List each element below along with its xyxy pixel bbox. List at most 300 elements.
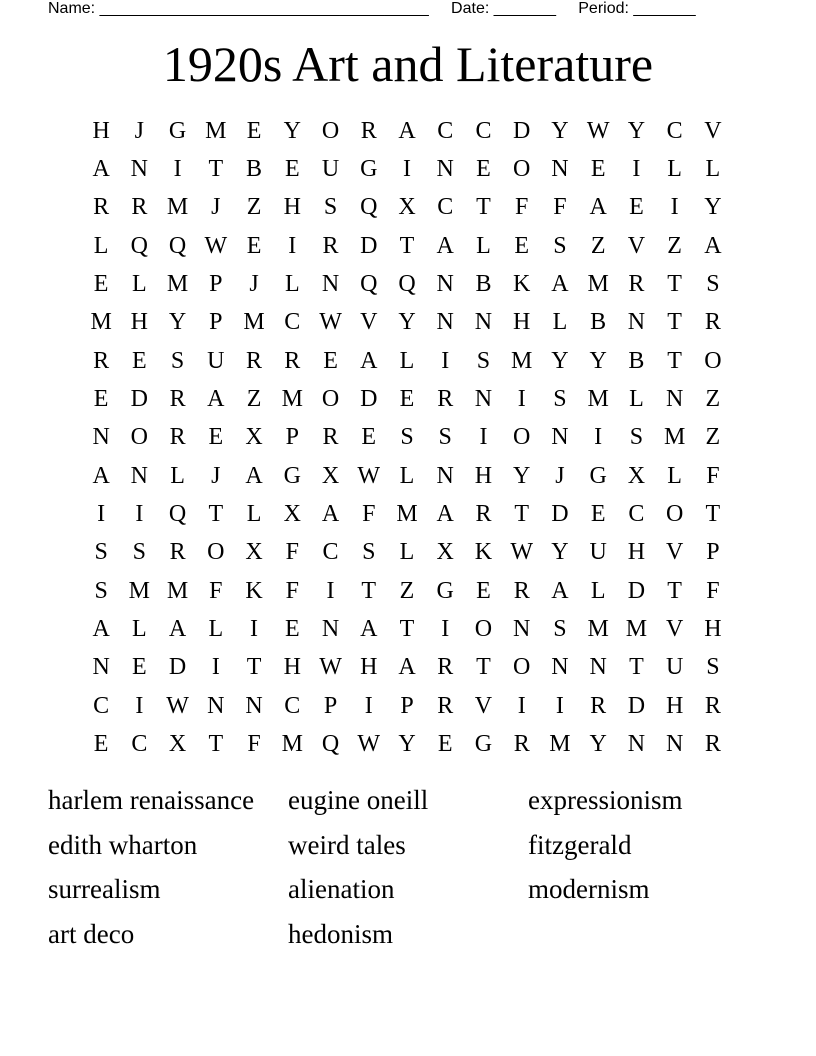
grid-letter: L	[246, 501, 262, 528]
grid-letter: R	[93, 347, 110, 374]
grid-letter: E	[93, 271, 109, 298]
grid-letter: L	[590, 577, 606, 604]
grid-letter: L	[93, 232, 109, 259]
grid-letter: A	[398, 654, 416, 681]
grid-letter: P	[209, 271, 223, 298]
grid-letter: R	[704, 692, 721, 719]
grid-letter: M	[166, 271, 189, 298]
grid-letter: F	[285, 539, 299, 566]
grid-letter: B	[590, 309, 607, 336]
grid-letter: S	[170, 347, 185, 374]
grid-letter: R	[475, 501, 492, 528]
grid-letter: E	[590, 156, 606, 183]
grid-letter: P	[323, 692, 338, 719]
grid-letter: I	[402, 156, 411, 183]
grid-letter: T	[399, 616, 415, 643]
grid-letter: L	[705, 156, 721, 183]
grid-letter: D	[627, 692, 646, 719]
grid-letter: I	[632, 156, 641, 183]
grid-letter: R	[513, 731, 530, 758]
page-title: 1920s Art and Literature	[162, 36, 654, 92]
grid-letter: N	[245, 692, 263, 719]
grid-letter: M	[625, 616, 648, 643]
grid-letter: M	[243, 309, 265, 336]
grid-letter: E	[514, 232, 530, 259]
grid-letter: A	[321, 501, 340, 528]
grid-letter: N	[665, 386, 684, 413]
grid-letter: M	[587, 616, 609, 643]
grid-letter: E	[476, 156, 491, 183]
grid-letter: G	[474, 731, 493, 758]
grid-letter: N	[321, 271, 340, 298]
grid-letter: I	[173, 156, 182, 183]
grid-letter: O	[321, 117, 340, 144]
grid-letter: S	[94, 577, 108, 604]
grid-letter: R	[322, 424, 339, 451]
grid-letter: E	[208, 424, 224, 451]
grid-letter: G	[436, 577, 454, 604]
grid-letter: A	[551, 577, 569, 604]
grid-letter: O	[513, 654, 531, 681]
word-bank-item: alienation	[288, 874, 395, 905]
grid-letter: I	[135, 692, 144, 719]
grid-letter: G	[168, 117, 187, 144]
grid-letter: U	[589, 539, 607, 566]
grid-letter: S	[438, 424, 452, 451]
grid-letter: X	[168, 731, 187, 758]
grid-letter: O	[704, 347, 722, 374]
grid-letter: J	[555, 462, 565, 489]
grid-letter: D	[360, 232, 378, 259]
grid-letter: Y	[589, 347, 607, 374]
word-bank-item: eugine oneill	[288, 785, 429, 815]
grid-letter: F	[706, 462, 720, 489]
grid-letter: W	[357, 462, 381, 489]
word-bank	[48, 778, 768, 957]
grid-letter: P	[285, 424, 299, 451]
grid-letter: I	[441, 347, 450, 374]
grid-letter: D	[513, 117, 531, 144]
grid-letter: Q	[360, 194, 378, 221]
grid-letter: W	[204, 232, 228, 259]
grid-letter: L	[667, 156, 682, 183]
grid-letter: H	[283, 194, 301, 221]
grid-letter: C	[131, 731, 148, 758]
grid-letter: E	[132, 347, 147, 374]
grid-letter: T	[705, 501, 721, 528]
grid-letter: G	[589, 462, 607, 489]
word-bank-item: weird tales	[288, 829, 406, 860]
grid-letter: Y	[627, 117, 646, 144]
grid-letter: A	[398, 117, 416, 144]
grid-letter: E	[246, 232, 262, 259]
grid-letter: C	[284, 309, 301, 336]
grid-letter: Y	[398, 731, 416, 758]
grid-letter: I	[594, 424, 603, 451]
grid-letter: X	[627, 462, 646, 489]
grid-letter: Z	[667, 232, 682, 259]
grid-letter: F	[247, 731, 261, 758]
grid-letter: Z	[590, 232, 606, 259]
grid-letter: I	[479, 424, 488, 451]
letter-grid	[82, 112, 732, 764]
grid-letter: N	[207, 692, 225, 719]
grid-letter: N	[321, 616, 340, 643]
grid-letter: I	[517, 692, 526, 719]
grid-letter: C	[437, 194, 454, 221]
grid-letter: M	[281, 731, 303, 758]
grid-letter: A	[360, 347, 378, 374]
grid-letter: T	[629, 654, 644, 681]
grid-letter: S	[553, 232, 567, 259]
grid-letter: N	[92, 654, 110, 681]
grid-letter: S	[706, 654, 720, 681]
grid-letter: E	[284, 616, 300, 643]
grid-letter: F	[285, 577, 299, 604]
grid-letter: W	[319, 654, 342, 681]
grid-letter: L	[284, 271, 300, 298]
grid-letter: L	[552, 309, 568, 336]
grid-letter: L	[629, 386, 644, 413]
grid-letter: F	[706, 577, 720, 604]
grid-letter: E	[437, 731, 453, 758]
grid-letter: I	[326, 577, 335, 604]
grid-letter: I	[670, 194, 679, 221]
grid-letter: D	[627, 577, 646, 604]
grid-letter: J	[134, 117, 145, 144]
grid-letter: M	[587, 386, 609, 413]
word-bank-item: expressionism	[528, 785, 683, 815]
grid-letter: C	[475, 117, 492, 144]
grid-letter: R	[169, 386, 186, 413]
grid-letter: W	[510, 539, 534, 566]
grid-letter: H	[704, 616, 722, 643]
grid-letter: S	[132, 539, 147, 566]
grid-letter: A	[92, 616, 110, 643]
grid-letter: T	[514, 501, 530, 528]
grid-letter: R	[513, 577, 530, 604]
grid-letter: R	[704, 309, 721, 336]
grid-letter: D	[360, 386, 378, 413]
grid-letter: N	[627, 731, 646, 758]
grid-letter: F	[515, 194, 529, 221]
grid-letter: R	[704, 731, 721, 758]
grid-letter: C	[437, 117, 454, 144]
grid-letter: I	[211, 654, 220, 681]
grid-letter: T	[246, 654, 262, 681]
word-bank-item: harlem renaissance	[48, 785, 255, 815]
grid-letter: N	[551, 654, 569, 681]
grid-letter: L	[170, 462, 185, 489]
grid-letter: E	[476, 577, 491, 604]
grid-letter: E	[246, 117, 262, 144]
grid-letter: M	[166, 194, 189, 221]
grid-letter: T	[208, 731, 224, 758]
grid-letter: Y	[551, 539, 569, 566]
grid-letter: D	[551, 501, 569, 528]
grid-letter: M	[511, 347, 533, 374]
grid-letter: S	[553, 616, 567, 643]
grid-letter: O	[207, 539, 225, 566]
grid-letter: I	[364, 692, 373, 719]
grid-letter: A	[551, 271, 569, 298]
grid-letter: O	[321, 386, 340, 413]
grid-letter: Q	[321, 731, 340, 758]
grid-letter: N	[551, 424, 569, 451]
grid-letter: I	[97, 501, 106, 528]
grid-letter: S	[629, 424, 644, 451]
grid-letter: R	[169, 539, 186, 566]
grid-letter: O	[130, 424, 149, 451]
grid-letter: A	[589, 194, 607, 221]
grid-letter: R	[360, 117, 377, 144]
grid-letter: A	[207, 386, 225, 413]
grid-letter: N	[436, 309, 454, 336]
grid-letter: C	[284, 692, 301, 719]
grid-letter: L	[132, 271, 147, 298]
student-info-line: Name: _____________________________________ Date: _______ Period: _______	[48, 0, 696, 17]
grid-letter: V	[665, 539, 684, 566]
grid-letter: J	[211, 462, 221, 489]
grid-letter: F	[209, 577, 223, 604]
grid-letter: L	[399, 539, 415, 566]
grid-letter: E	[93, 731, 109, 758]
grid-letter: Y	[551, 117, 569, 144]
grid-letter: Y	[704, 194, 722, 221]
grid-letter: X	[398, 194, 416, 221]
grid-letter: A	[436, 501, 454, 528]
grid-letter: M	[281, 386, 303, 413]
grid-letter: T	[667, 271, 682, 298]
grid-letter: A	[436, 232, 454, 259]
grid-letter: T	[476, 194, 491, 221]
grid-letter: N	[92, 424, 110, 451]
word-bank-item: fitzgerald	[528, 829, 632, 860]
grid-letter: M	[166, 577, 189, 604]
grid-letter: K	[245, 577, 263, 604]
grid-letter: T	[399, 232, 415, 259]
grid-letter: B	[475, 271, 492, 298]
grid-letter: V	[704, 117, 722, 144]
grid-letter: O	[474, 616, 493, 643]
grid-letter: Y	[513, 462, 531, 489]
grid-letter: C	[628, 501, 645, 528]
grid-letter: H	[474, 462, 493, 489]
grid-letter: P	[209, 309, 223, 336]
grid-letter: N	[627, 309, 646, 336]
grid-letter: N	[436, 271, 454, 298]
grid-letter: A	[168, 616, 187, 643]
grid-letter: I	[250, 616, 259, 643]
grid-letter: R	[93, 194, 110, 221]
grid-letter: T	[476, 654, 491, 681]
grid-letter: Q	[398, 271, 416, 298]
grid-letter: N	[474, 309, 493, 336]
grid-letter: Z	[246, 194, 262, 221]
grid-letter: H	[92, 117, 110, 144]
grid-letter: E	[629, 194, 644, 221]
grid-letter: N	[436, 156, 454, 183]
grid-letter: S	[553, 386, 567, 413]
grid-letter: H	[283, 654, 301, 681]
grid-letter: S	[323, 194, 338, 221]
grid-letter: D	[130, 386, 149, 413]
grid-letter: Q	[130, 232, 149, 259]
grid-letter: Z	[246, 386, 262, 413]
grid-letter: S	[476, 347, 491, 374]
grid-letter: B	[628, 347, 645, 374]
grid-letter: K	[474, 539, 493, 566]
grid-letter: R	[437, 654, 454, 681]
grid-letter: T	[667, 577, 682, 604]
grid-letter: R	[246, 347, 263, 374]
grid-letter: E	[590, 501, 606, 528]
grid-letter: M	[205, 117, 227, 144]
grid-letter: X	[283, 501, 301, 528]
grid-letter: M	[128, 577, 151, 604]
grid-letter: N	[551, 156, 569, 183]
grid-letter: O	[513, 156, 531, 183]
grid-letter: N	[589, 654, 607, 681]
grid-letter: X	[321, 462, 340, 489]
grid-letter: C	[93, 692, 110, 719]
grid-letter: X	[245, 424, 263, 451]
grid-letter: S	[94, 539, 108, 566]
grid-letter: J	[249, 271, 259, 298]
grid-letter: A	[92, 156, 110, 183]
grid-letter: V	[627, 232, 646, 259]
grid-letter: W	[166, 692, 189, 719]
grid-letter: M	[396, 501, 418, 528]
grid-letter: K	[513, 271, 531, 298]
grid-letter: N	[130, 156, 149, 183]
grid-letter: A	[360, 616, 378, 643]
grid-letter: R	[590, 692, 607, 719]
grid-letter: T	[361, 577, 377, 604]
grid-letter: H	[665, 692, 684, 719]
grid-letter: R	[322, 232, 339, 259]
grid-letter: R	[131, 194, 148, 221]
grid-letter: V	[360, 309, 378, 336]
grid-letter: Y	[283, 117, 301, 144]
grid-letter: W	[319, 309, 342, 336]
grid-letter: E	[93, 386, 109, 413]
grid-letter: U	[207, 347, 225, 374]
word-bank-item: modernism	[528, 874, 650, 905]
grid-letter: A	[92, 462, 110, 489]
grid-letter: E	[323, 347, 338, 374]
grid-letter: L	[399, 462, 415, 489]
grid-letter: N	[513, 616, 531, 643]
grid-letter: V	[474, 692, 493, 719]
word-bank-item: edith wharton	[48, 829, 198, 860]
grid-letter: N	[130, 462, 149, 489]
grid-letter: F	[553, 194, 567, 221]
grid-letter: M	[549, 731, 571, 758]
grid-letter: I	[135, 501, 144, 528]
grid-letter: J	[211, 194, 221, 221]
word-bank-item: surrealism	[48, 874, 161, 905]
grid-letter: T	[667, 309, 682, 336]
grid-letter: P	[400, 692, 414, 719]
grid-letter: T	[208, 501, 224, 528]
grid-letter: W	[586, 117, 610, 144]
grid-letter: N	[665, 731, 684, 758]
grid-letter: E	[284, 156, 300, 183]
grid-letter: R	[437, 386, 454, 413]
grid-letter: H	[360, 654, 378, 681]
grid-letter: G	[283, 462, 301, 489]
grid-letter: M	[587, 271, 609, 298]
grid-letter: R	[284, 347, 301, 374]
grid-letter: N	[474, 386, 493, 413]
grid-letter: I	[441, 616, 450, 643]
grid-letter: G	[360, 156, 378, 183]
grid-letter: D	[168, 654, 187, 681]
grid-letter: E	[399, 386, 415, 413]
grid-letter: S	[400, 424, 414, 451]
grid-letter: Y	[551, 347, 569, 374]
grid-letter: E	[132, 654, 147, 681]
grid-letter: X	[245, 539, 263, 566]
grid-letter: H	[513, 309, 531, 336]
grid-letter: S	[706, 271, 720, 298]
grid-letter: M	[90, 309, 112, 336]
grid-letter: O	[513, 424, 531, 451]
grid-letter: Y	[398, 309, 416, 336]
grid-letter: P	[706, 539, 720, 566]
grid-letter: W	[357, 731, 381, 758]
grid-letter: H	[627, 539, 646, 566]
grid-letter: E	[361, 424, 377, 451]
grid-letter: R	[628, 271, 645, 298]
grid-letter: Z	[399, 577, 415, 604]
grid-letter: O	[665, 501, 684, 528]
grid-letter: Q	[168, 232, 187, 259]
grid-letter: U	[321, 156, 340, 183]
grid-letter: U	[665, 654, 684, 681]
grid-letter: I	[555, 692, 564, 719]
grid-letter: A	[704, 232, 722, 259]
grid-letter: L	[667, 462, 682, 489]
grid-letter: T	[208, 156, 224, 183]
grid-letter: N	[436, 462, 454, 489]
grid-letter: Q	[168, 501, 187, 528]
grid-letter: A	[245, 462, 263, 489]
grid-letter: L	[399, 347, 415, 374]
word-bank-item: art deco	[48, 919, 135, 950]
word-bank-item: hedonism	[288, 919, 393, 950]
grid-letter: Z	[705, 386, 721, 413]
grid-letter: R	[437, 692, 454, 719]
grid-letter: R	[169, 424, 186, 451]
grid-letter: Q	[360, 271, 378, 298]
grid-letter: L	[132, 616, 147, 643]
grid-letter: Z	[705, 424, 721, 451]
grid-letter: H	[130, 309, 149, 336]
grid-letter: B	[246, 156, 263, 183]
grid-letter: F	[362, 501, 376, 528]
grid-letter: L	[476, 232, 491, 259]
grid-letter: I	[288, 232, 297, 259]
grid-letter: X	[436, 539, 454, 566]
grid-letter: Y	[589, 731, 607, 758]
grid-letter: Y	[168, 309, 187, 336]
grid-letter: V	[665, 616, 684, 643]
grid-letter: T	[667, 347, 682, 374]
grid-letter: M	[663, 424, 686, 451]
grid-letter: I	[517, 386, 526, 413]
